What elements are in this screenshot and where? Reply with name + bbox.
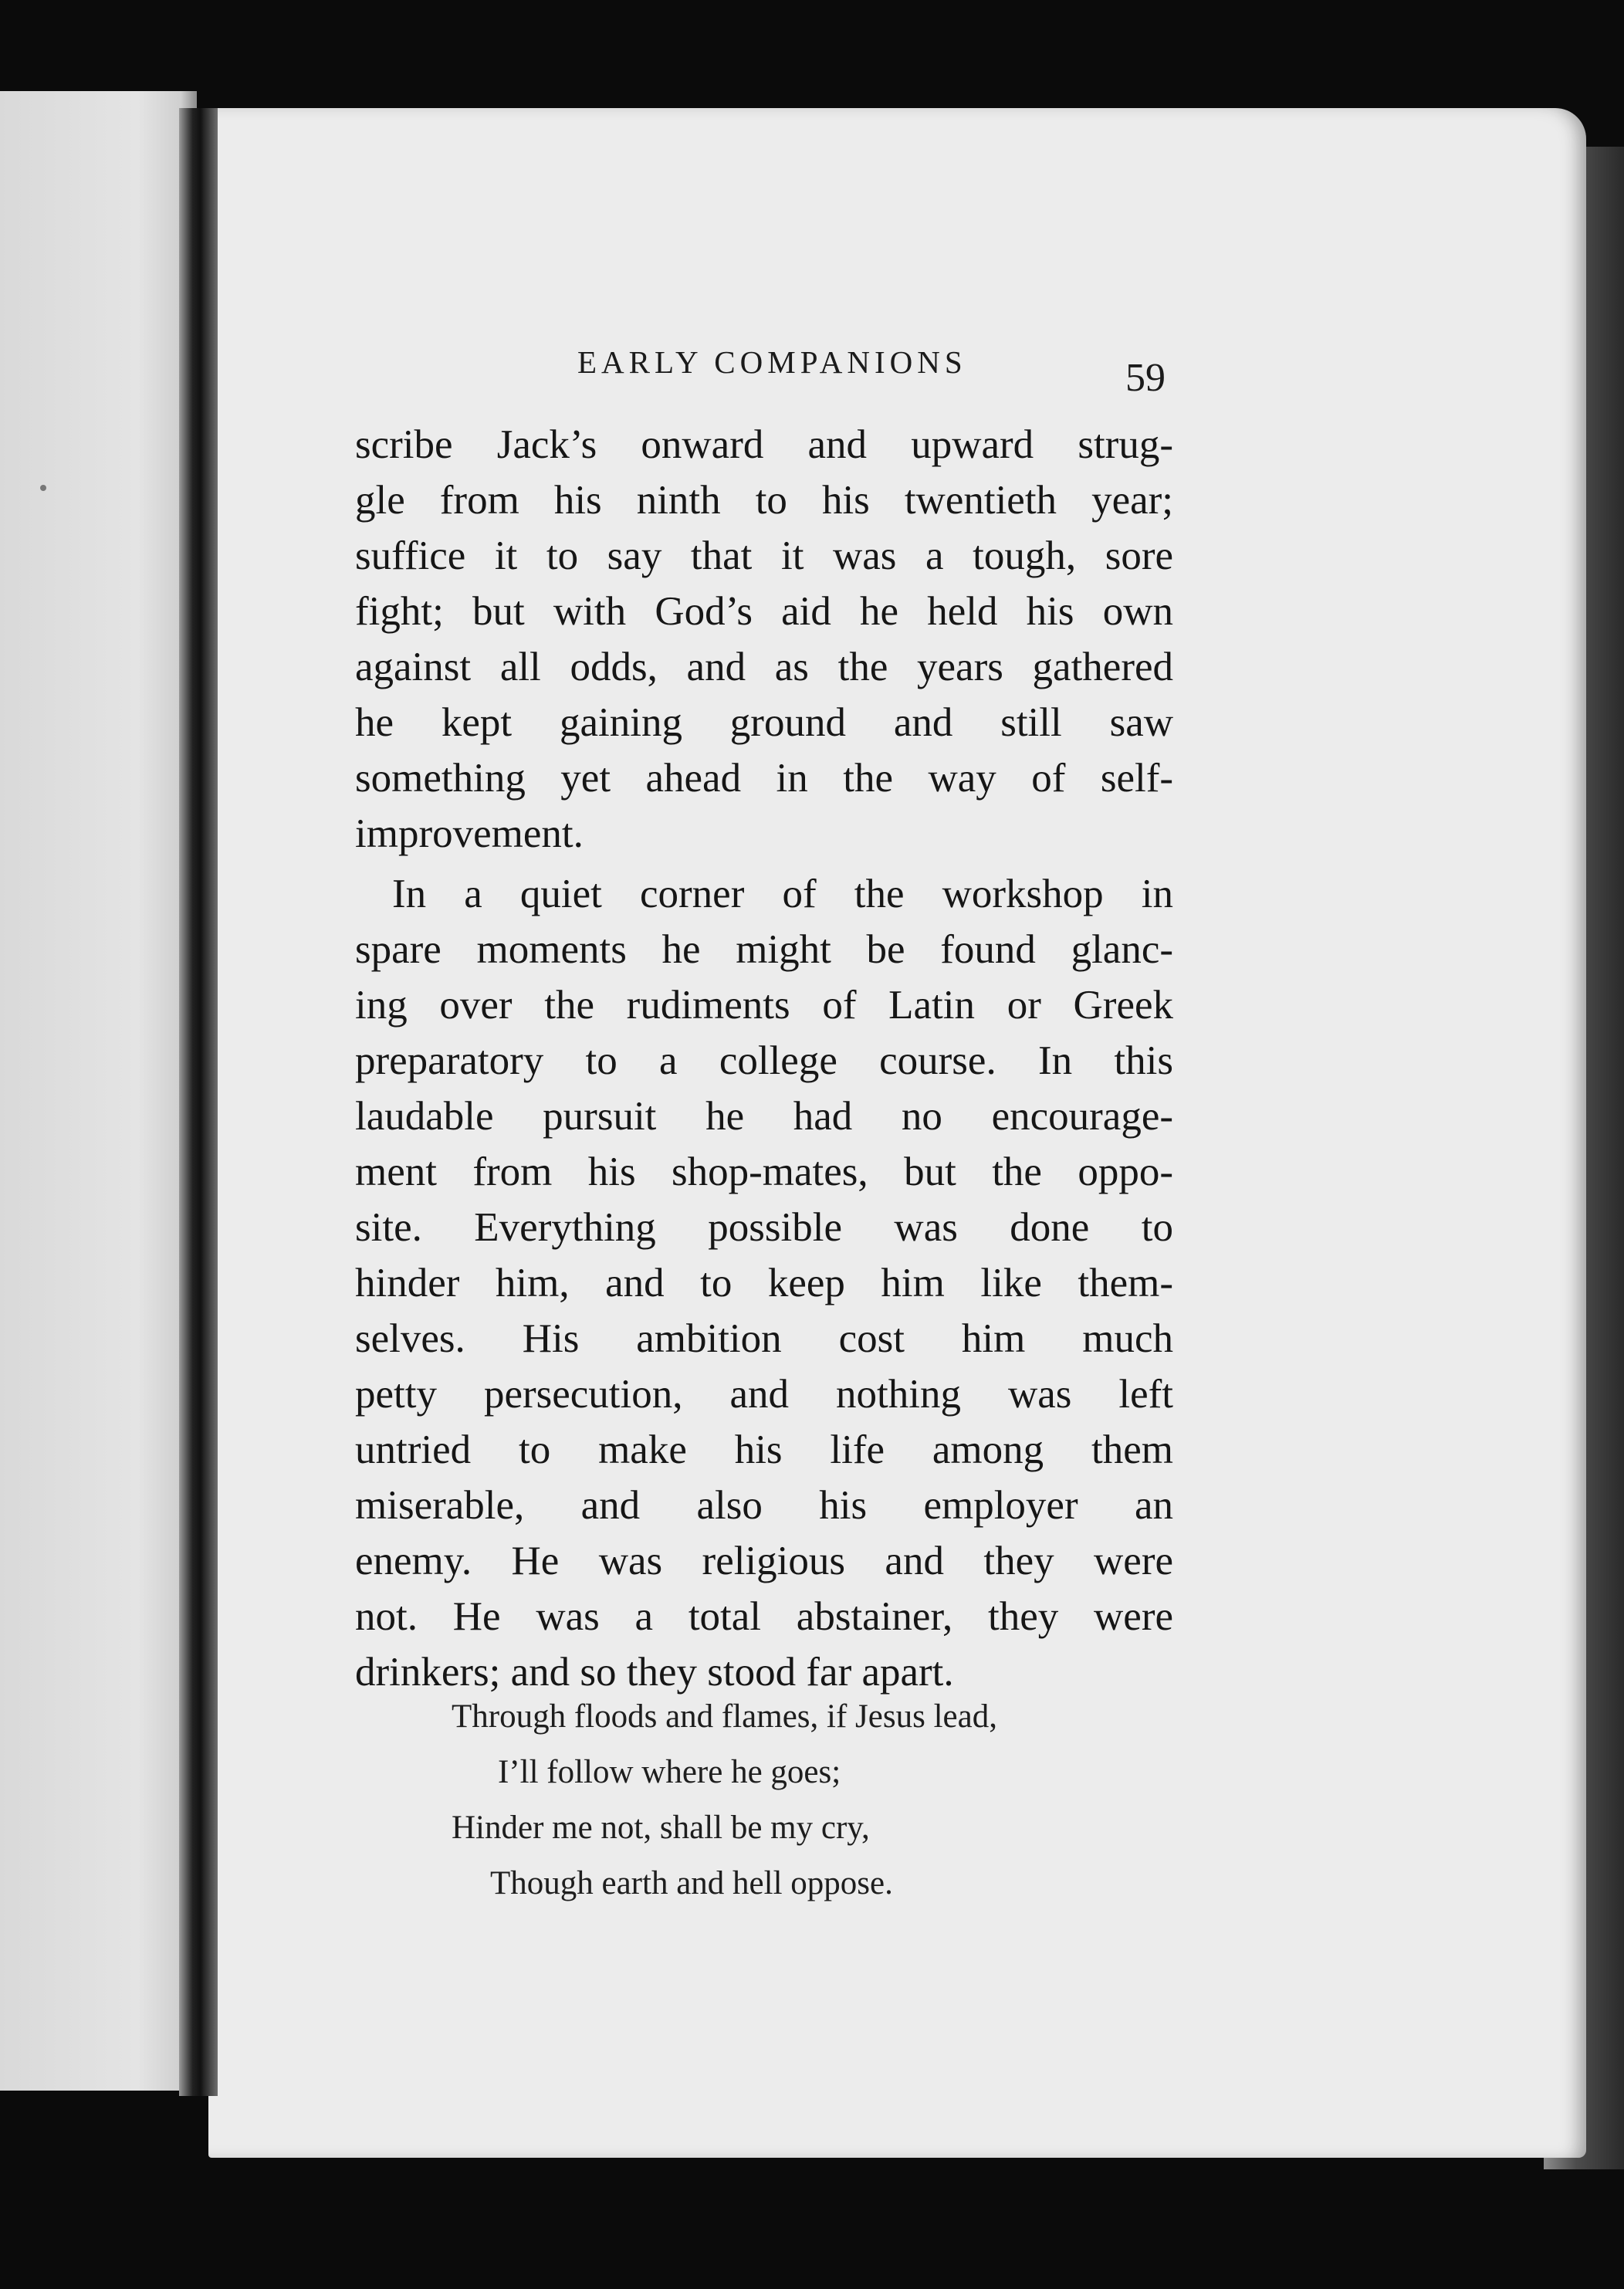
paragraph [355, 417, 1173, 862]
text-line: ment from his shop-mates, but the oppo- [355, 1150, 1173, 1194]
text-line: selves. His ambition cost him much [355, 1316, 1173, 1361]
text-line: scribe Jack’s onward and upward strug- [355, 422, 1173, 467]
text-line: against all odds, and as the years gathered [355, 645, 1173, 689]
text-line: fight; but with God’s aid he held his own [355, 589, 1173, 634]
text-line: hinder him, and to keep him like them- [355, 1261, 1173, 1305]
verse-line: Though earth and hell oppose. [490, 1865, 893, 1901]
text-line: drinkers; and so they stood far apart. [355, 1650, 954, 1695]
book-gutter [179, 108, 218, 2096]
text-line: petty persecution, and nothing was left [355, 1372, 1173, 1417]
text-line: something yet ahead in the way of self- [355, 756, 1173, 801]
verse-line: Hinder me not, shall be my cry, [452, 1810, 870, 1846]
text-line: miserable, and also his employer an [355, 1483, 1173, 1528]
text-line: spare moments he might be found glanc- [355, 927, 1173, 972]
text-line: gle from his ninth to his twentieth year; [355, 478, 1173, 523]
text-line: he kept gaining ground and still saw [355, 700, 1173, 745]
verse-line: I’ll follow where he goes; [498, 1754, 841, 1790]
page-speck [40, 485, 46, 491]
verse-line: Through floods and flames, if Jesus lead, [452, 1698, 997, 1735]
text-line: not. He was a total abstainer, they were [355, 1594, 1173, 1639]
page-number: 59 [1125, 356, 1166, 400]
text-line: site. Everything possible was done to [355, 1205, 1173, 1250]
running-head: EARLY COMPANIONS [577, 344, 967, 380]
text-line: laudable pursuit he had no encourage- [355, 1094, 1173, 1139]
text-line: enemy. He was religious and they were [355, 1539, 1173, 1583]
hymn-verse [452, 1689, 997, 1911]
facing-page-edge [0, 91, 197, 2091]
text-line: suffice it to say that it was a tough, sore [355, 533, 1173, 578]
text-line: In a quiet corner of the workshop in [392, 872, 1173, 916]
body-text [355, 417, 1173, 1700]
text-line: ing over the rudiments of Latin or Greek [355, 983, 1173, 1028]
text-line: improvement. [355, 811, 584, 856]
paragraph [355, 866, 1173, 1700]
text-line: preparatory to a college course. In this [355, 1038, 1173, 1083]
text-line: untried to make his life among them [355, 1427, 1173, 1472]
